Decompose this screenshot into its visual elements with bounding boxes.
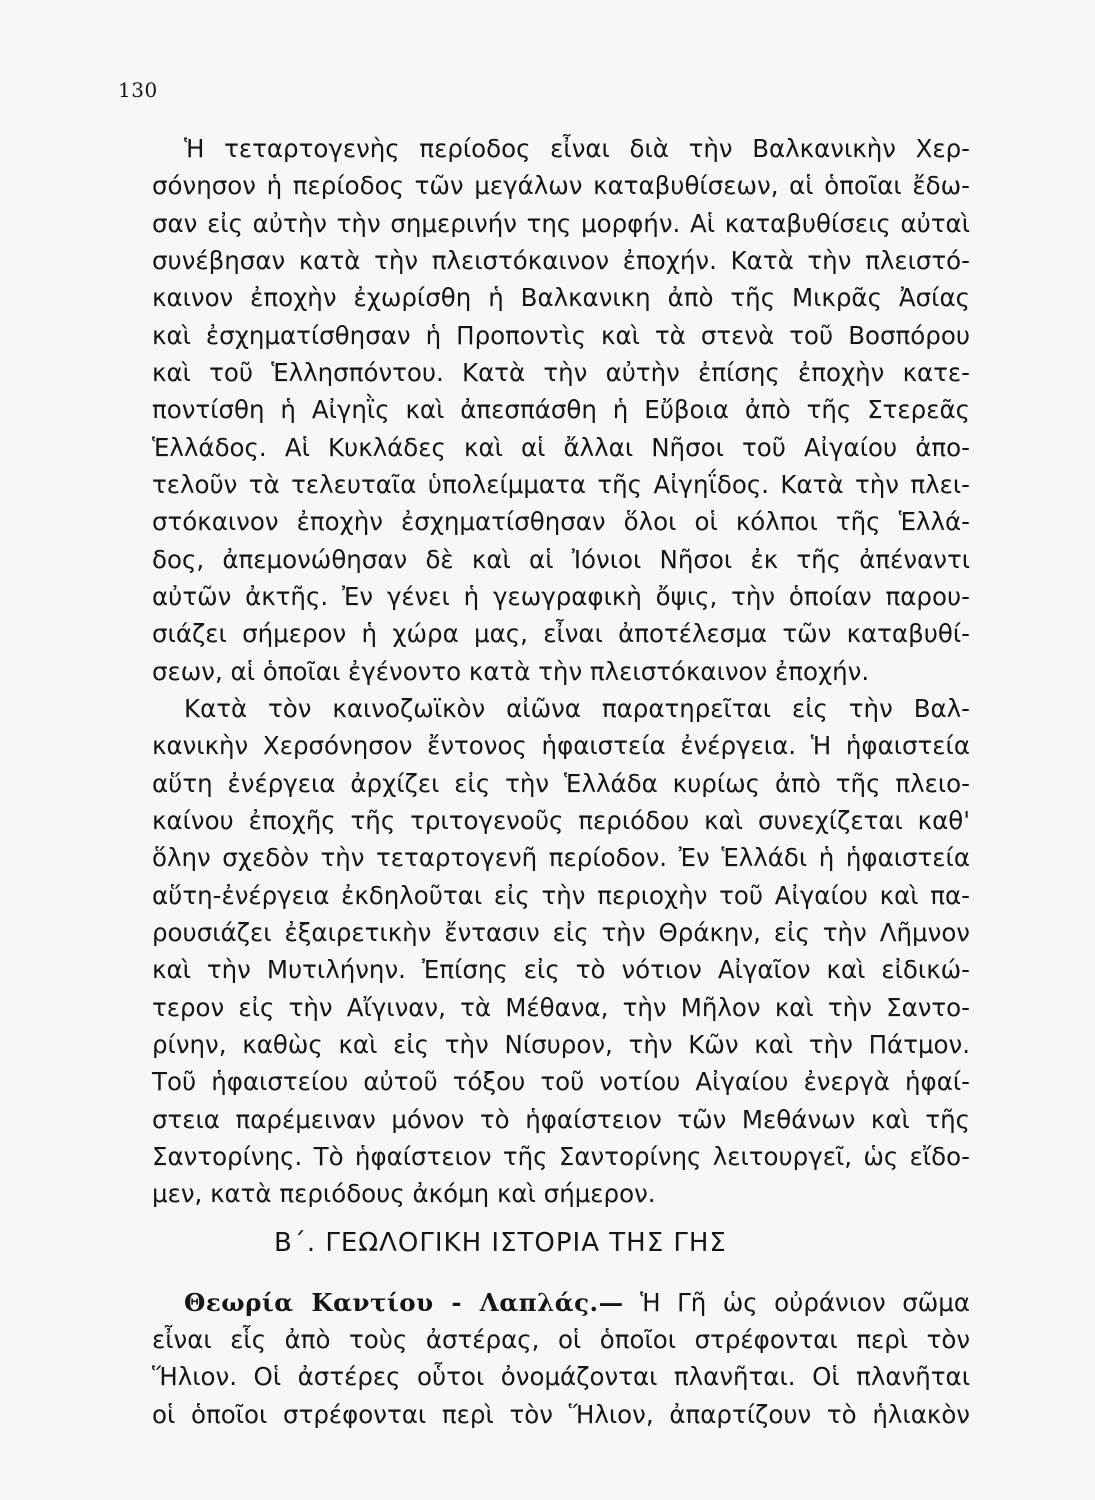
text-line: τελοῦν τὰ τελευταῖα ὑπολείμματα τῆς Αἰγηΐδος. Κατὰ τὴν πλει-	[152, 470, 970, 499]
text-line: Ἥλιον. Οἱ ἀστέρες οὗτοι ὀνομάζονται πλανῆται. Οἱ πλανῆται	[152, 1362, 970, 1391]
text-line: συνέβησαν κατὰ τὴν πλειστόκαινον ἐποχήν. Κατὰ τὴν πλειστό-	[152, 246, 970, 275]
text-line: τερον εἰς τὴν Αἴγιναν, τὰ Μέθανα, τὴν Μῆλον καὶ τὴν Σαντο-	[152, 993, 970, 1022]
text-line: σιάζει σήμερον ἡ χώρα μας, εἶναι ἀποτέλεσμα τῶν καταβυθί-	[152, 619, 970, 648]
text-line: εἶναι εἷς ἀπὸ τοὺς ἀστέρας, οἱ ὁποῖοι στρέφονται περὶ τὸν	[152, 1325, 970, 1354]
text-line: στόκαινον ἐποχὴν ἐσχηματίσθησαν ὅλοι οἱ κόλποι τῆς Ἑλλά-	[152, 507, 970, 536]
text-line: αὕτη ἐνέργεια ἀρχίζει εἰς τὴν Ἑλλάδα κυρίως ἀπὸ τῆς πλειο-	[152, 769, 970, 798]
text-line: σεων, αἱ ὁποῖαι ἐγένοντο κατὰ τὴν πλειστόκαινον ἐποχήν.	[152, 657, 870, 686]
text-line: σαν εἰς αὐτὴν τὴν σημερινήν της μορφήν. Αἱ καταβυθίσεις αὐταὶ	[152, 209, 970, 238]
text-line: αὕτη-ἐνέργεια ἐκδηλοῦται εἰς τὴν περιοχὴν τοῦ Αἰγαίου καὶ πα-	[152, 881, 970, 910]
text-line: δος, ἀπεμονώθησαν δὲ καὶ αἱ Ἰόνιοι Νῆσοι ἐκ τῆς ἀπέναντι	[152, 545, 970, 574]
text-line: αὐτῶν ἀκτῆς. Ἐν γένει ἡ γεωγραφικὴ ὄψις, τὴν ὁποίαν παρου-	[152, 582, 970, 611]
text-line: καίνου ἐποχῆς τῆς τριτογενοῦς περιόδου καὶ συνεχίζεται καθ'	[152, 806, 970, 835]
text-line: ποντίσθη ἡ Αἰγηῒς καὶ ἀπεσπάσθη ἡ Εὔβοια ἀπὸ τῆς Στερεᾶς	[152, 395, 970, 424]
text-line: καὶ ἐσχηματίσθησαν ἡ Προποντὶς καὶ τὰ στενὰ τοῦ Βοσπόρου	[152, 321, 970, 350]
text-line: ρουσιάζει ἐξαιρετικὴν ἔντασιν εἰς τὴν Θράκην, εἰς τὴν Λῆμνον	[152, 918, 970, 947]
text-line: καινον ἐποχὴν ἐχωρίσθη ἡ Βαλκανικη ἀπὸ τῆς Μικρᾶς Ἀσίας	[152, 283, 970, 312]
text-line: Σαντορίνης. Τὸ ἡφαίστειον τῆς Σαντορίνης λειτουργεῖ, ὡς εἴδο-	[152, 1142, 970, 1171]
text-line: μεν, κατὰ περιόδους ἀκόμη καὶ σήμερον.	[152, 1179, 656, 1208]
text-line: καὶ τοῦ Ἑλλησπόντου. Κατὰ τὴν αὐτὴν ἐπίσης ἐποχὴν κατε-	[152, 358, 970, 387]
text-line: ὅλην σχεδὸν τὴν τεταρτογενῆ περίοδον. Ἐν Ἑλλάδι ἡ ἡφαιστεία	[152, 843, 970, 872]
text-line: Ἑλλάδος. Αἱ Κυκλάδες καὶ αἱ ἄλλαι Νῆσοι τοῦ Αἰγαίου ἀπο-	[152, 433, 970, 462]
text-line: ρίνην, καθὼς καὶ εἰς τὴν Νίσυρον, τὴν Κῶν καὶ τὴν Πάτμον.	[152, 1030, 970, 1059]
text-line: κανικὴν Χερσόνησον ἔντονος ἡφαιστεία ἐνέργεια. Ἡ ἡφαιστεία	[152, 731, 970, 760]
text-line: Ἡ τεταρτογενὴς περίοδος εἶναι διὰ τὴν Βαλκανικὴν Χερ-	[184, 134, 970, 163]
text-line: Τοῦ ἡφαιστείου αὐτοῦ τόξου τοῦ νοτίου Αἰγαίου ἐνεργὰ ἡφαί-	[152, 1067, 970, 1096]
lead-line-rest: Ἡ Γῆ ὡς οὐράνιον σῶμα	[640, 1288, 970, 1317]
lead-title: Θεωρία Καντίου - Λαπλάς.—	[184, 1288, 624, 1317]
text-line: σόνησον ἡ περίοδος τῶν μεγάλων καταβυθίσεων, αἱ ὁποῖαι ἔδω-	[152, 171, 970, 200]
page-number: 130	[118, 78, 158, 102]
section-heading: Β΄. ΓΕΩΛΟΓΙΚΗ ΙΣΤΟΡΙΑ ΤΗΣ ΓΗΣ	[274, 1228, 727, 1258]
text-line	[184, 1285, 970, 1321]
text-line: οἱ ὁποῖοι στρέφονται περὶ τὸν Ἥλιον, ἀπαρτίζουν τὸ ἡλιακὸν	[152, 1400, 970, 1429]
text-line: Κατὰ τὸν καινοζωϊκὸν αἰῶνα παρατηρεῖται εἰς τὴν Βαλ-	[184, 694, 970, 723]
text-line: καὶ τὴν Μυτιλήνην. Ἐπίσης εἰς τὸ νότιον Αἰγαῖον καὶ εἰδικώ-	[152, 955, 970, 984]
text-line: στεια παρέμειναν μόνον τὸ ἡφαίστειον τῶν Μεθάνων καὶ τῆς	[152, 1105, 970, 1134]
